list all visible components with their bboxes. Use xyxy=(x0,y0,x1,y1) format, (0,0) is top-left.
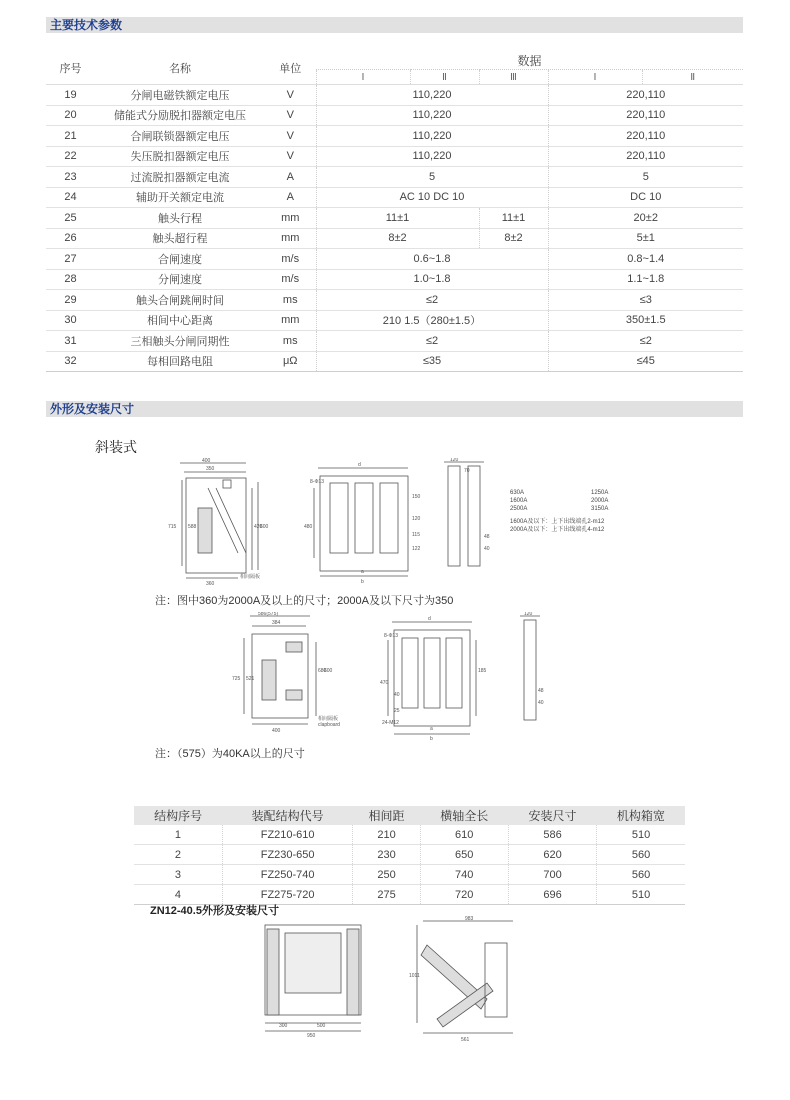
table-row xyxy=(134,865,685,885)
sub-header-3: Ⅲ xyxy=(479,70,548,85)
current-label: 1600A xyxy=(510,498,528,504)
cell: 1 xyxy=(134,825,222,845)
cell-unit: V xyxy=(265,126,316,147)
cell-name: 每相回路电阻 xyxy=(95,351,265,372)
cell-no: 23 xyxy=(46,167,95,188)
dim-label: 115 xyxy=(412,532,420,538)
cell: 210 xyxy=(353,825,420,845)
cell: FZ230-650 xyxy=(222,845,353,865)
cell-no: 29 xyxy=(46,290,95,311)
dim-label: 680 xyxy=(318,668,327,674)
current-label: 630A xyxy=(510,490,525,496)
dim-label: a xyxy=(430,726,433,732)
dim-label: 8-Φ13 xyxy=(384,633,398,639)
sub-header-1: Ⅰ xyxy=(316,70,410,85)
dim-label: 24-M12 xyxy=(382,720,399,726)
header-unit: 单位 xyxy=(265,51,316,85)
spec-row xyxy=(46,167,743,188)
cell-unit: V xyxy=(265,146,316,167)
cell-value-b: ≤2 xyxy=(548,331,743,352)
dim-label: 8-Φ13 xyxy=(310,479,324,485)
dim-label: 48 xyxy=(484,534,490,540)
dim-label: 48 xyxy=(538,688,544,694)
cell: 740 xyxy=(420,865,508,885)
sub-header-4: Ⅰ xyxy=(548,70,642,85)
cell-value-b: 350±1.5 xyxy=(548,310,743,331)
cell-no: 20 xyxy=(46,105,95,126)
dim-label: 1011 xyxy=(409,973,420,979)
cell-no: 22 xyxy=(46,146,95,167)
spec-row xyxy=(46,249,743,270)
dim-label: 983 xyxy=(465,916,474,922)
hole-note: 1600A及以下：上下出线端孔2-m12 xyxy=(510,519,605,525)
cell-no: 27 xyxy=(46,249,95,270)
spec-row xyxy=(46,331,743,352)
note-2: 注：（575）为40KA以上的尺寸 xyxy=(155,748,305,760)
cell: 560 xyxy=(597,865,685,885)
cell-value-a2: 8±2 xyxy=(479,228,548,249)
cell-no: 31 xyxy=(46,331,95,352)
struct-header: 安装尺寸 xyxy=(508,806,596,825)
header-data: 数据 xyxy=(316,51,743,70)
cell-name: 触头超行程 xyxy=(95,228,265,249)
cell-value-a1: 11±1 xyxy=(316,208,479,229)
cell-name: 相间中心距离 xyxy=(95,310,265,331)
dim-label: 40 xyxy=(484,546,490,552)
struct-header: 横轴全长 xyxy=(420,806,508,825)
spec-row xyxy=(46,85,743,106)
dim-label: d xyxy=(428,616,431,622)
cell-value-a: AC 10 DC 10 xyxy=(316,187,548,208)
drawing-set-3 xyxy=(255,915,535,1045)
cell: FZ275-720 xyxy=(222,885,353,905)
partition-label: 相间隔板 xyxy=(240,574,261,580)
cell-value-b: 220,110 xyxy=(548,126,743,147)
header-name: 名称 xyxy=(95,51,265,85)
spec-row xyxy=(46,290,743,311)
struct-header: 机构箱宽 xyxy=(597,806,685,825)
cell-no: 32 xyxy=(46,351,95,372)
hole-note: 2000A及以下：上下出线端孔4-m12 xyxy=(510,527,605,533)
dim-label: 40 xyxy=(538,700,544,706)
dim-label: 521 xyxy=(246,676,255,682)
cell-name: 分闸速度 xyxy=(95,269,265,290)
cell-value-b: ≤45 xyxy=(548,351,743,372)
side-detail-2 xyxy=(520,616,540,720)
cell-name: 失压脱扣器额定电压 xyxy=(95,146,265,167)
cell-no: 21 xyxy=(46,126,95,147)
cell-no: 24 xyxy=(46,187,95,208)
cell: 696 xyxy=(508,885,596,905)
cell: 560 xyxy=(597,845,685,865)
cell: 586 xyxy=(508,825,596,845)
partition-label-en: clapboard xyxy=(318,722,340,728)
dim-label: 185 xyxy=(478,668,487,674)
cell-value-a2: 11±1 xyxy=(479,208,548,229)
cell: 720 xyxy=(420,885,508,905)
current-label: 2000A xyxy=(591,498,609,504)
cell: 650 xyxy=(420,845,508,865)
dim-label: 500 xyxy=(317,1023,326,1029)
dim-label: 420 xyxy=(254,524,263,530)
dim-label: 400 xyxy=(272,728,281,734)
cell-value-b: 220,110 xyxy=(548,105,743,126)
dim-label: 480 xyxy=(304,524,313,530)
cell-no: 30 xyxy=(46,310,95,331)
dim-label: 950 xyxy=(307,1033,316,1039)
front-view-1 xyxy=(314,468,408,576)
sub-header-2: Ⅱ xyxy=(410,70,479,85)
spec-table xyxy=(46,51,743,372)
dim-label: d xyxy=(358,462,361,468)
current-label: 2500A xyxy=(510,506,528,512)
note-1: 注：图中360为2000A及以上的尺寸；2000A及以下尺寸为350 xyxy=(155,595,454,607)
cell: 230 xyxy=(353,845,420,865)
cell-unit: mm xyxy=(265,310,316,331)
spec-row xyxy=(46,269,743,290)
cell-value-a1: 8±2 xyxy=(316,228,479,249)
cell-value-a: 110,220 xyxy=(316,126,548,147)
current-label: 1250A xyxy=(591,490,609,496)
cell-unit: V xyxy=(265,105,316,126)
cell-no: 25 xyxy=(46,208,95,229)
cell-value-a: 110,220 xyxy=(316,105,548,126)
cell: 250 xyxy=(353,865,420,885)
spec-row xyxy=(46,187,743,208)
dim-label: b xyxy=(361,579,364,585)
cell-name: 三相触头分闸同期性 xyxy=(95,331,265,352)
cell-unit: A xyxy=(265,187,316,208)
cell-unit: ms xyxy=(265,290,316,311)
cell: 610 xyxy=(420,825,508,845)
drawing-set-1 xyxy=(168,458,658,588)
cell-value-a: 5 xyxy=(316,167,548,188)
dim-label: 350 xyxy=(206,466,215,472)
current-label: 3150A xyxy=(591,506,609,512)
section-title-dimensions: 外形及安装尺寸 xyxy=(46,401,743,417)
cell-value-b: DC 10 xyxy=(548,187,743,208)
cell-value-a: 110,220 xyxy=(316,146,548,167)
cell-value-b: 5±1 xyxy=(548,228,743,249)
header-no: 序号 xyxy=(46,51,95,85)
cell-unit: A xyxy=(265,167,316,188)
cell-value-b: 220,110 xyxy=(548,85,743,106)
cell-name: 触头行程 xyxy=(95,208,265,229)
cell-value-b: 5 xyxy=(548,167,743,188)
cell: 510 xyxy=(597,825,685,845)
cell-name: 过流脱扣器额定电流 xyxy=(95,167,265,188)
dim-label: 120 xyxy=(450,458,459,463)
cell-value-a: ≤35 xyxy=(316,351,548,372)
zn12-front-view xyxy=(265,925,361,1031)
mount-type-label: 斜装式 xyxy=(95,439,137,455)
struct-header: 结构序号 xyxy=(134,806,222,825)
partition-label: 相间隔板 xyxy=(318,716,339,722)
cell-name: 分闸电磁铁额定电压 xyxy=(95,85,265,106)
cell-name: 触头合闸跳闸时间 xyxy=(95,290,265,311)
dim-label: 120 xyxy=(524,612,533,617)
dim-label: 384 xyxy=(272,620,281,626)
spec-row xyxy=(46,351,743,372)
cell-no: 26 xyxy=(46,228,95,249)
table-row xyxy=(134,845,685,865)
dim-label: 586(575) xyxy=(258,612,279,617)
cell-no: 19 xyxy=(46,85,95,106)
dim-label: 400 xyxy=(202,458,211,464)
spec-row xyxy=(46,310,743,331)
dim-label: b xyxy=(430,736,433,742)
cell: 4 xyxy=(134,885,222,905)
cell-value-a: 1.0~1.8 xyxy=(316,269,548,290)
side-detail-1 xyxy=(444,462,484,566)
cell-value-b: 1.1~1.8 xyxy=(548,269,743,290)
cell: FZ210-610 xyxy=(222,825,353,845)
cell-name: 储能式分励脱扣器额定电压 xyxy=(95,105,265,126)
cell-value-a: 210 1.5（280±1.5） xyxy=(316,310,548,331)
dim-label: 600 xyxy=(324,668,333,674)
cell: FZ250-740 xyxy=(222,865,353,885)
dim-label: 360 xyxy=(206,581,215,587)
cell: 620 xyxy=(508,845,596,865)
dim-label: 470 xyxy=(380,680,389,686)
zn12-side-view xyxy=(417,921,513,1033)
drawing-set-2 xyxy=(232,612,552,742)
structure-table xyxy=(134,806,685,905)
dim-label: 40 xyxy=(394,692,400,698)
cell-value-a: 0.6~1.8 xyxy=(316,249,548,270)
dim-label: 150 xyxy=(412,494,421,500)
cell-value-a: ≤2 xyxy=(316,331,548,352)
dim-label: 715 xyxy=(168,524,177,530)
cell-name: 合闸速度 xyxy=(95,249,265,270)
cell-unit: ms xyxy=(265,331,316,352)
spec-row xyxy=(46,228,743,249)
cell: 3 xyxy=(134,865,222,885)
dim-label: 588 xyxy=(188,524,197,530)
cell-value-a: 110,220 xyxy=(316,85,548,106)
front-view-2 xyxy=(388,622,476,734)
dim-label: 122 xyxy=(412,546,421,552)
spec-row xyxy=(46,105,743,126)
dim-label: 561 xyxy=(461,1037,470,1043)
dim-label: 300 xyxy=(279,1023,288,1029)
dim-label: 25 xyxy=(394,708,400,714)
cell: 700 xyxy=(508,865,596,885)
cell-unit: m/s xyxy=(265,269,316,290)
struct-header: 装配结构代号 xyxy=(222,806,353,825)
cell-value-a: ≤2 xyxy=(316,290,548,311)
dim-label: 120 xyxy=(412,516,421,522)
cell-no: 28 xyxy=(46,269,95,290)
sub-header-5: Ⅱ xyxy=(642,70,743,85)
cell-value-b: 0.8~1.4 xyxy=(548,249,743,270)
cell: 2 xyxy=(134,845,222,865)
cell-value-b: 20±2 xyxy=(548,208,743,229)
side-view-2 xyxy=(244,616,316,724)
dim-label: 600 xyxy=(260,524,269,530)
spec-row xyxy=(46,146,743,167)
cell-name: 合闸联锁器额定电压 xyxy=(95,126,265,147)
spec-row xyxy=(46,126,743,147)
cell-unit: m/s xyxy=(265,249,316,270)
zn12-title: ZN12-40.5外形及安装尺寸 xyxy=(150,905,279,917)
table-row xyxy=(134,825,685,845)
cell: 510 xyxy=(597,885,685,905)
cell-unit: mm xyxy=(265,208,316,229)
cell-unit: mm xyxy=(265,228,316,249)
section-title-tech-params: 主要技术参数 xyxy=(46,17,743,33)
dim-label: 70 xyxy=(464,468,470,474)
cell-unit: μΩ xyxy=(265,351,316,372)
cell-value-b: 220,110 xyxy=(548,146,743,167)
cell-value-b: ≤3 xyxy=(548,290,743,311)
dim-label: 725 xyxy=(232,676,241,682)
struct-header: 相间距 xyxy=(353,806,420,825)
cell-name: 辅助开关额定电流 xyxy=(95,187,265,208)
spec-row xyxy=(46,208,743,229)
cell-unit: V xyxy=(265,85,316,106)
dim-label: a xyxy=(361,569,364,575)
cell: 275 xyxy=(353,885,420,905)
